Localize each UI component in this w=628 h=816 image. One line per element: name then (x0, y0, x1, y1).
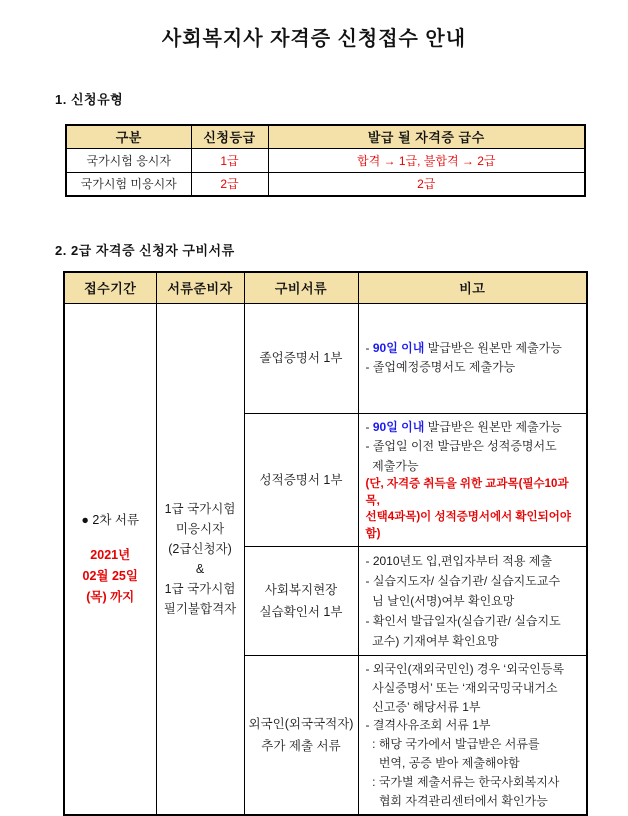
document-name-cell: 졸업증명서 1부 (244, 303, 358, 413)
header-issued-grade: 발급 될 자격증 급수 (268, 125, 585, 148)
remarks-cell: - 90일 이내 발급받은 원본만 제출가능 - 졸업일 이전 발급받은 성적증명서도 제출가능 (단, 자격증 취득을 위한 교과목(필수10과목, 선택4과목)이 성적증명서에서 확인되어야함) (358, 413, 587, 547)
deadline-bullet: ● 2차 서류 (81, 512, 140, 527)
row-label: 국가시험 응시자 (66, 148, 191, 172)
header-apply-grade: 신청등급 (191, 125, 268, 148)
remarks-cell: - 외국인(재외국민인) 경우 ‘외국인등록 사실증명서’ 또는 ‘재외국밍국내거소 신고증’ 해당서류 1부 - 결격사유조회 서류 1부 : 해당 국가에서 발급받은 서류를 번역, 공증 받아 제출해야함 : 국가별 제출서류는 한국사회복지사 협회 자격관리센터에서 확인가능 (358, 656, 587, 816)
remarks-cell: - 90일 이내 발급받은 원본만 제출가능 - 졸업예정증명서도 제출가능 (358, 303, 587, 413)
section2-heading: 2. 2급 자격증 신청자 구비서류 (55, 243, 235, 258)
table-header-row (66, 125, 585, 148)
table-row (66, 148, 585, 172)
row-label: 국가시험 미응시자 (66, 172, 191, 196)
header-preparer: 서류준비자 (156, 272, 244, 303)
header-gubun: 구분 (66, 125, 191, 148)
header-documents: 구비서류 (244, 272, 358, 303)
table-header-row (64, 272, 587, 303)
application-type-table (65, 124, 586, 197)
header-period: 접수기간 (64, 272, 156, 303)
table-row (66, 172, 585, 196)
document-preparer-cell: 1급 국가시험 미응시자 (2급신청자) & 1급 국가시험 필기불합격자 (156, 303, 244, 815)
document-name-cell: 성적증명서 1부 (244, 413, 358, 547)
required-documents-table (63, 271, 588, 816)
row-result: 합격 → 1급, 불합격 → 2급 (268, 148, 585, 172)
document-name-cell: 외국인(외국국적자) 추가 제출 서류 (244, 656, 358, 816)
table-row (64, 303, 587, 413)
remarks-cell: - 2010년도 입,편입자부터 적용 제출 - 실습지도자/ 실습기관/ 실습지도교수 님 날인(서명)여부 확인요망 - 확인서 발급일자(실습기관/ 실습지도 교수) 기재여부 확인요망 (358, 547, 587, 656)
row-grade: 2급 (191, 172, 268, 196)
reception-period-cell (64, 303, 156, 815)
page-title: 사회복지사 자격증 신청접수 안내 (161, 28, 467, 50)
row-result: 2급 (268, 172, 585, 196)
deadline-date: 2021년 02월 25일 (목) 까지 (82, 547, 138, 604)
header-remarks: 비고 (358, 272, 587, 303)
section1-heading: 1. 신청유형 (55, 92, 124, 107)
row-grade: 1급 (191, 148, 268, 172)
document-name-cell: 사회복지현장 실습확인서 1부 (244, 547, 358, 656)
